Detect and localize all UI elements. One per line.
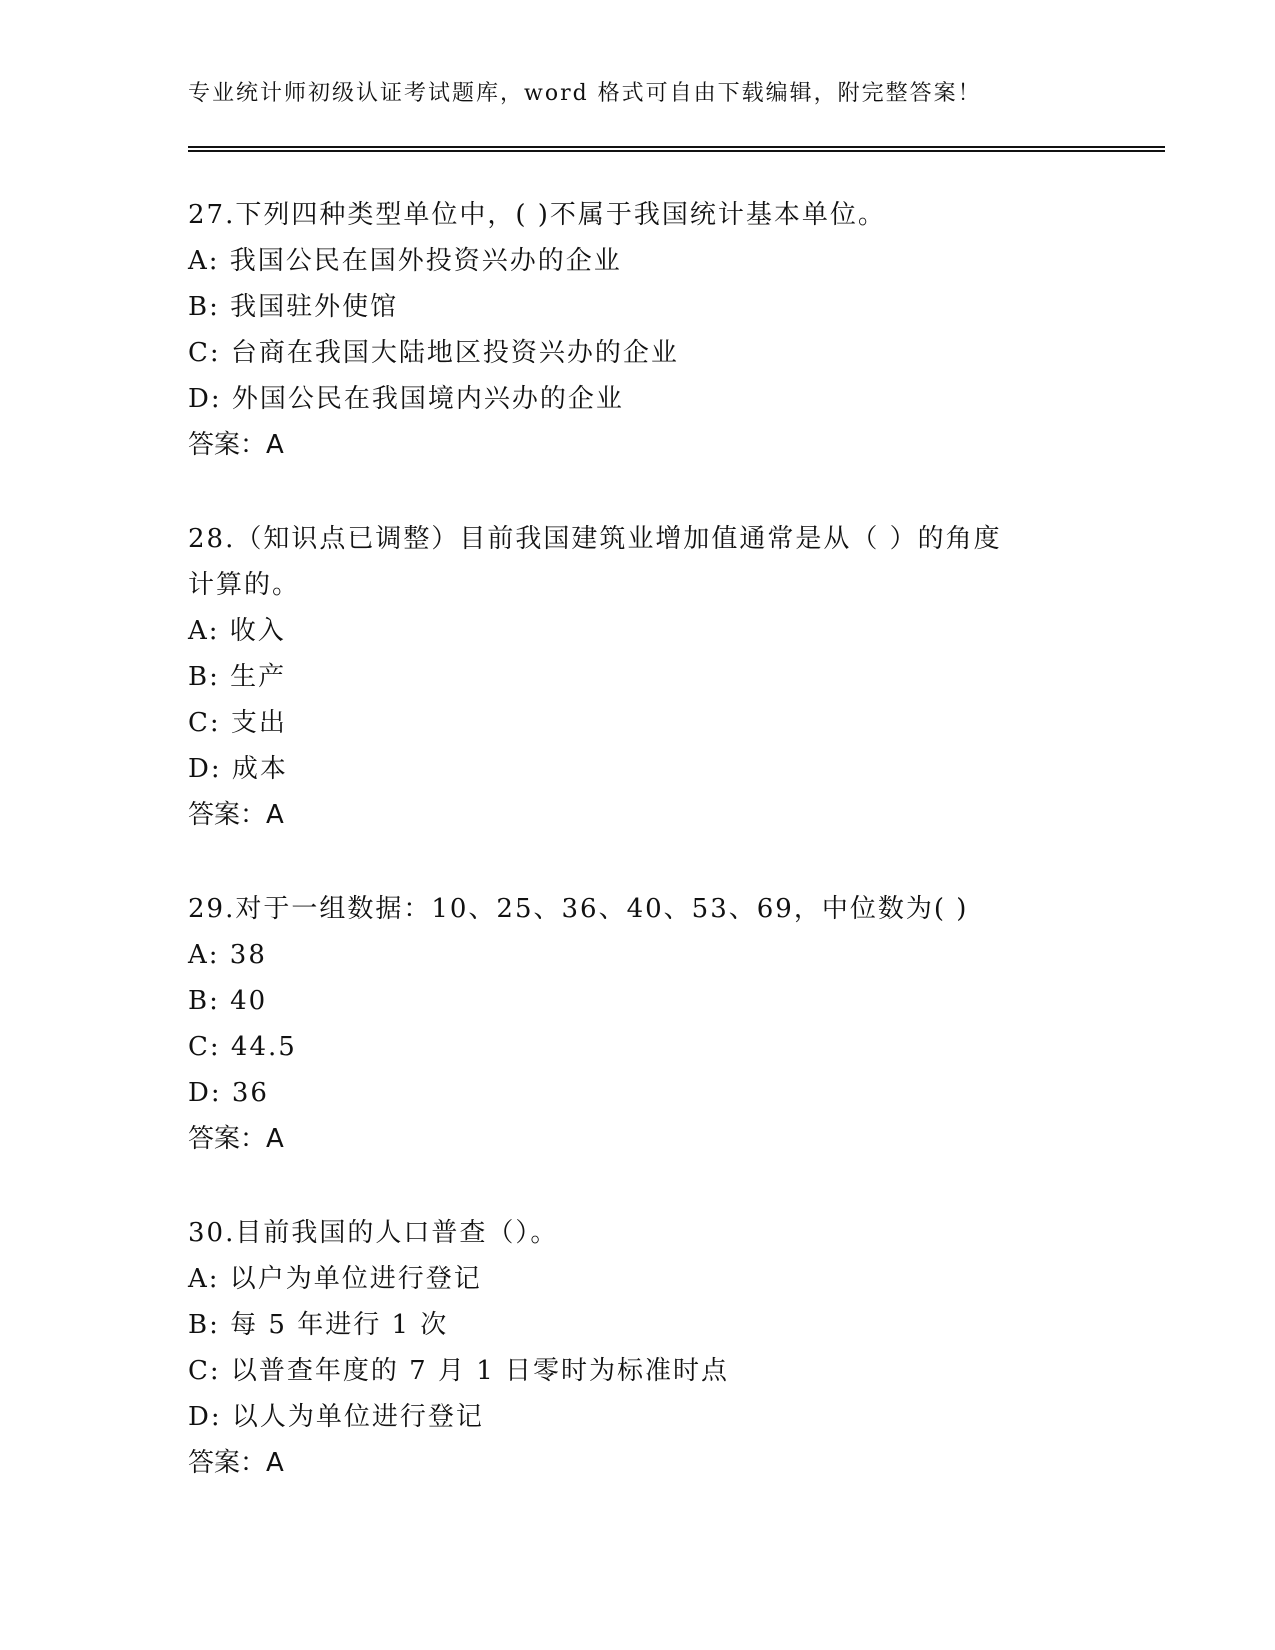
option-a: A: 以户为单位进行登记 <box>188 1264 482 1294</box>
option-a: A: 38 <box>188 940 267 970</box>
option-c: C: 以普查年度的 7 月 1 日零时为标准时点 <box>188 1356 730 1386</box>
question-stem: 30.目前我国的人口普查（）。 <box>188 1218 559 1248</box>
option-c: C: 台商在我国大陆地区投资兴办的企业 <box>188 338 679 368</box>
answer-line: 答案：A <box>188 1124 284 1154</box>
question-stem: 29.对于一组数据：10、25、36、40、53、69，中位数为( ) <box>188 894 969 924</box>
option-d: D: 36 <box>188 1078 269 1108</box>
option-d: D: 以人为单位进行登记 <box>188 1402 484 1432</box>
option-a: A: 我国公民在国外投资兴办的企业 <box>188 246 622 276</box>
question-28 <box>188 516 1088 838</box>
option-b: B: 40 <box>188 986 268 1016</box>
option-c: C: 支出 <box>188 708 287 738</box>
option-d: D: 外国公民在我国境内兴办的企业 <box>188 384 624 414</box>
option-a: A: 收入 <box>188 616 286 646</box>
question-30 <box>188 1210 1088 1486</box>
option-d: D: 成本 <box>188 754 288 784</box>
page-header-text: 专业统计师初级认证考试题库，word 格式可自由下载编辑，附完整答案！ <box>188 81 982 106</box>
question-stem: 27.下列四种类型单位中，( )不属于我国统计基本单位。 <box>188 200 886 230</box>
option-c: C: 44.5 <box>188 1032 297 1062</box>
option-b: B: 我国驻外使馆 <box>188 292 399 322</box>
option-b: B: 生产 <box>188 662 287 692</box>
header-double-rule <box>188 146 1165 152</box>
question-stem-continued: 计算的。 <box>188 570 301 600</box>
question-27 <box>188 192 1088 468</box>
question-stem: 28.（知识点已调整）目前我国建筑业增加值通常是从（ ）的角度 <box>188 524 1002 554</box>
answer-line: 答案：A <box>188 800 284 830</box>
option-b: B: 每 5 年进行 1 次 <box>188 1310 449 1340</box>
answer-line: 答案：A <box>188 1448 284 1478</box>
question-29 <box>188 886 1088 1162</box>
answer-line: 答案：A <box>188 430 284 460</box>
